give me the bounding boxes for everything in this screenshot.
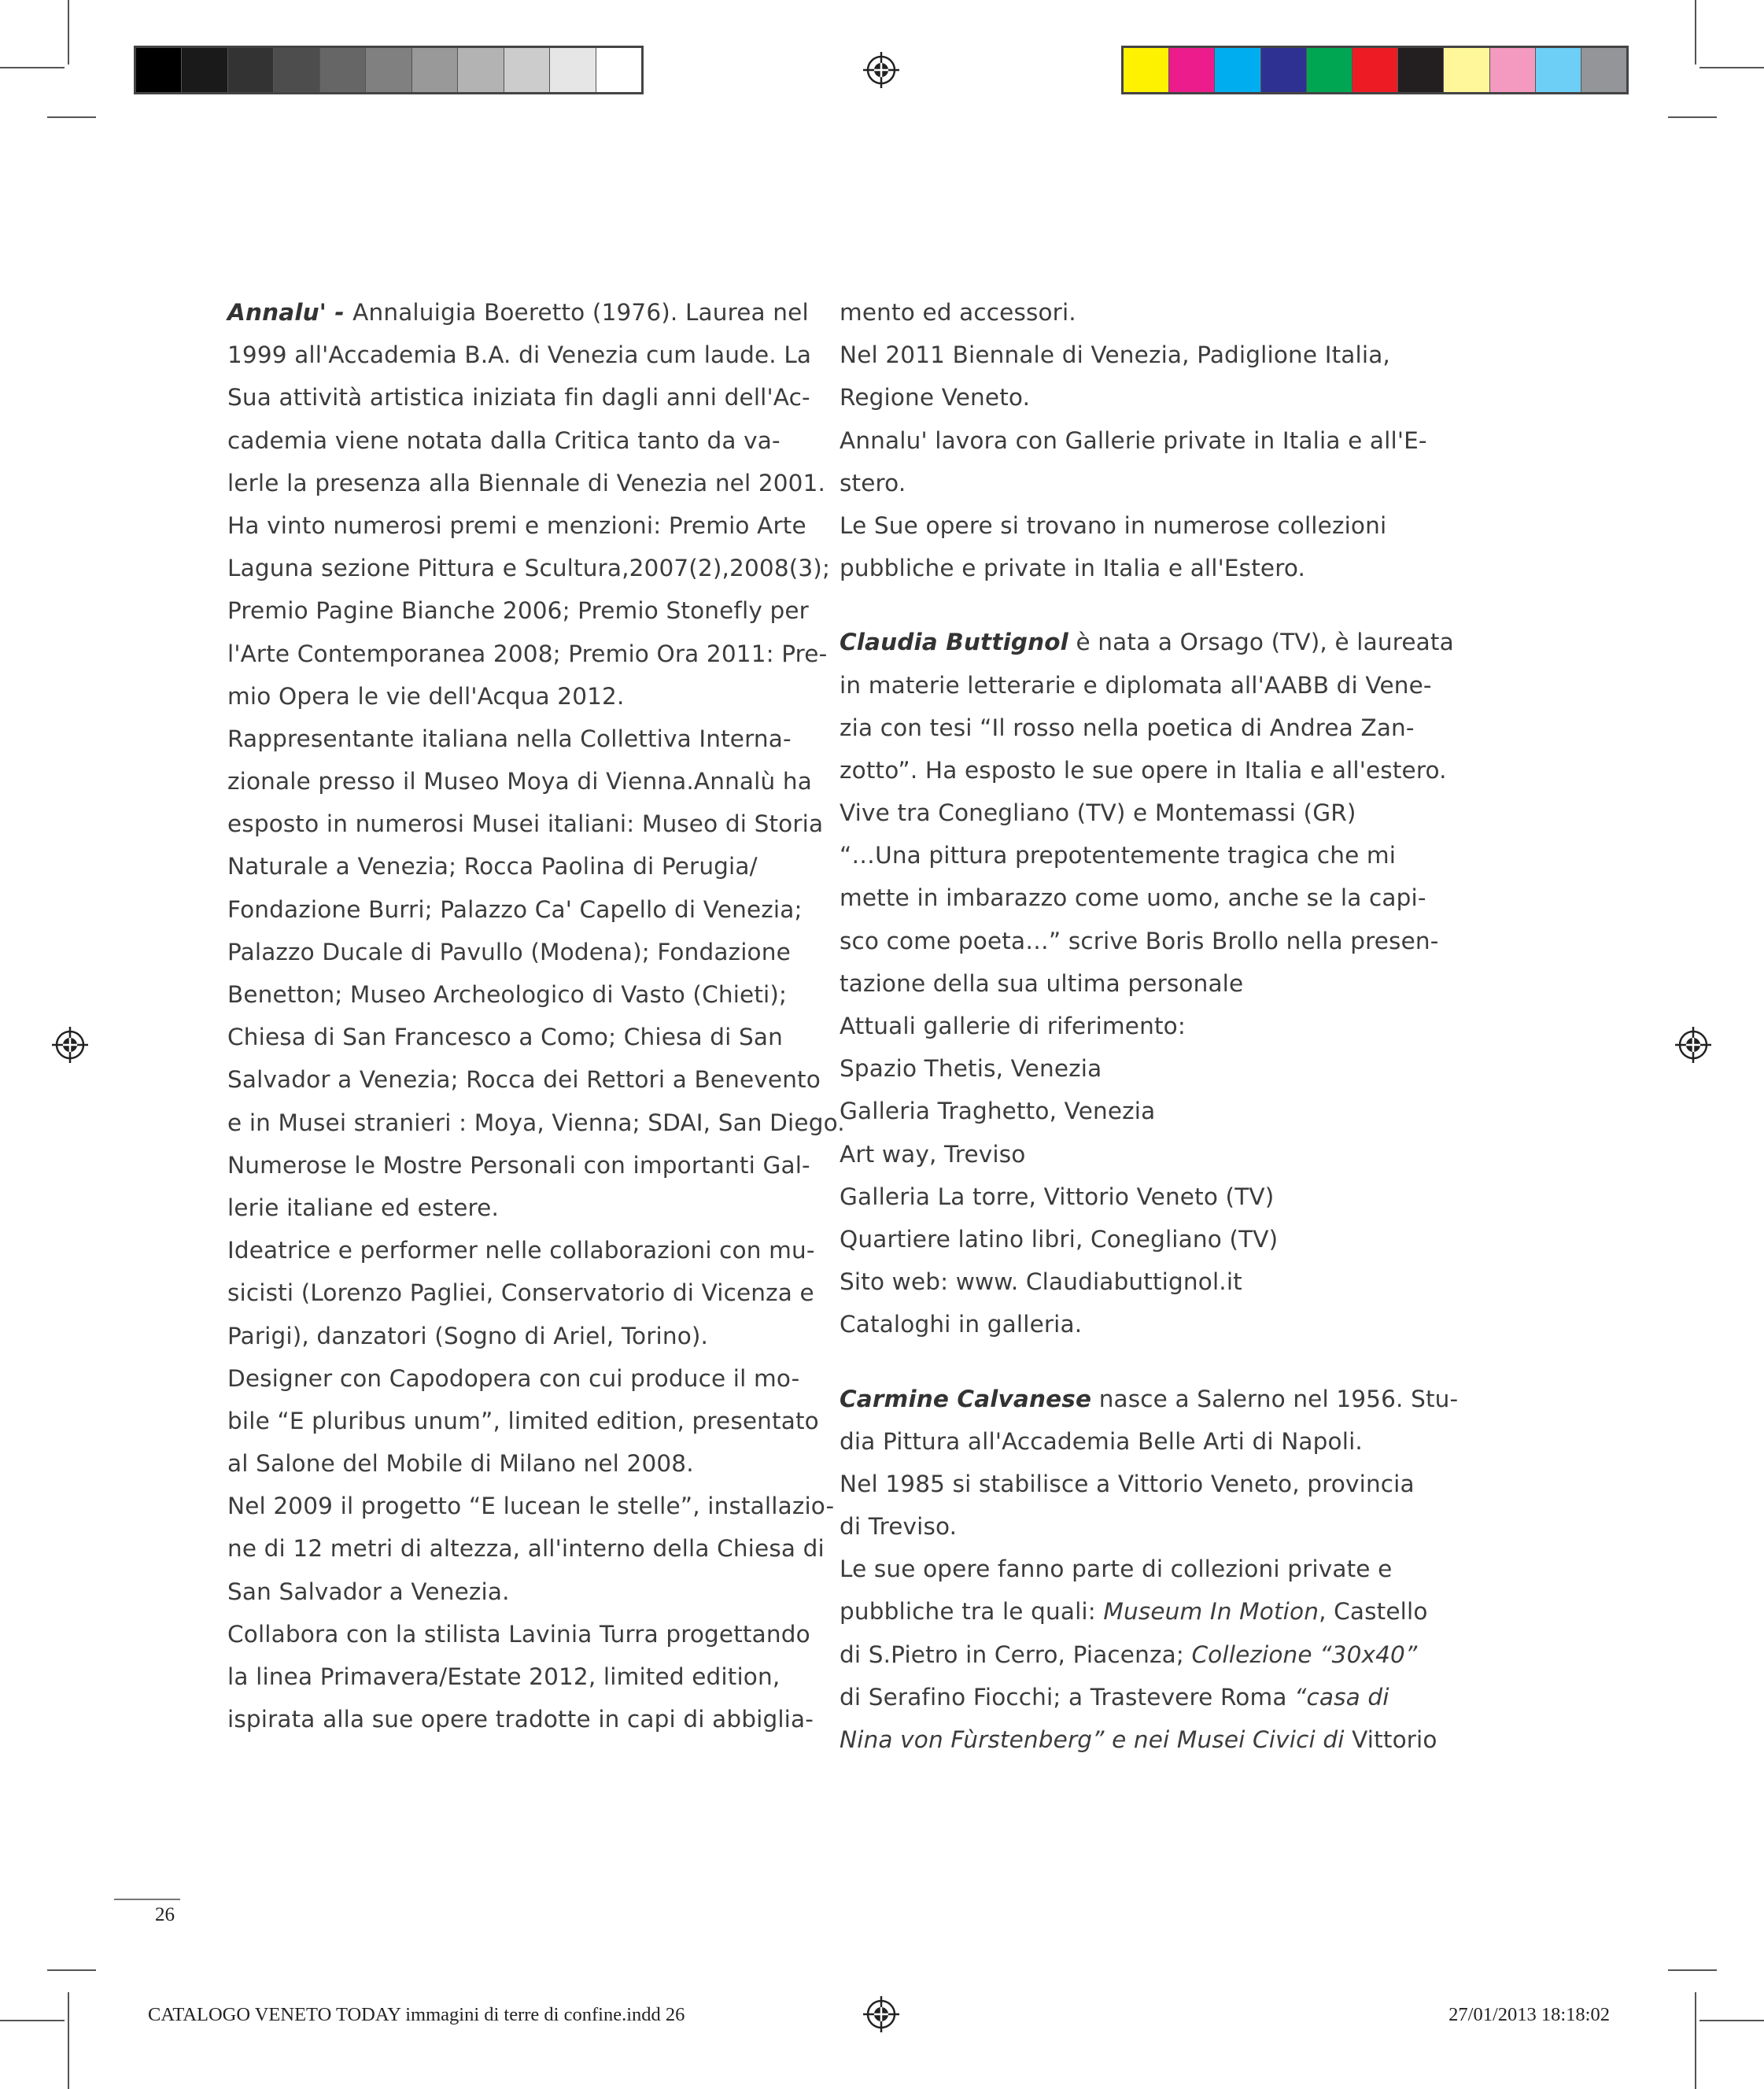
process-color-swatch xyxy=(1535,48,1581,92)
crop-mark xyxy=(0,2020,65,2021)
artist-name: Carmine Calvanese xyxy=(840,1385,1092,1412)
text-run: , Castello xyxy=(1319,1598,1428,1626)
artist-name: Annalu' - xyxy=(227,299,353,326)
text-line xyxy=(840,707,1414,749)
text-line xyxy=(227,376,810,419)
text-run: in materie letterarie e diplomata all'AABB di Vene- xyxy=(840,671,1432,699)
text-line xyxy=(227,547,831,589)
text-run: la linea Primavera/Estate 2012, limited edition, xyxy=(227,1663,781,1690)
text-run: di Treviso. xyxy=(840,1513,958,1541)
text-run: pubbliche tra le quali: xyxy=(840,1598,1104,1626)
text-run: al Salone del Mobile di Milano nel 2008. xyxy=(227,1450,694,1478)
text-line xyxy=(840,1133,1414,1176)
crop-mark xyxy=(1695,1992,1696,2089)
text-run: Naturale a Venezia; Rocca Paolina di Perugia/ xyxy=(227,853,758,880)
text-line xyxy=(840,1590,1428,1633)
process-color-swatch xyxy=(1443,48,1489,92)
crop-mark xyxy=(68,1992,69,2089)
text-run: cademia viene notata dalla Critica tanto da va- xyxy=(227,426,781,454)
text-line xyxy=(840,1548,1414,1590)
text-line xyxy=(227,1527,825,1570)
crop-mark xyxy=(0,67,65,68)
text-run: è nata a Orsago (TV), è laureata xyxy=(1068,629,1454,656)
crop-mark xyxy=(1699,67,1764,68)
text-line xyxy=(227,419,794,462)
text-run: Regione Veneto. xyxy=(840,384,1031,412)
text-run: Nel 2011 Biennale di Venezia, Padiglione Italia, xyxy=(840,341,1390,369)
text-run: Benetton; Museo Archeologico di Vasto (Chieti); xyxy=(227,981,788,1008)
text-run: zotto”. Ha esposto le sue opere in Italia e all'estero. xyxy=(840,756,1447,784)
process-color-swatch xyxy=(1260,48,1306,92)
text-run: “…Una pittura prepotentemente tragica che mi xyxy=(840,842,1397,869)
text-run: Laguna sezione Pittura e Scultura,2007(2),2008(3); xyxy=(227,555,831,582)
text-run: Vive tra Conegliano (TV) e Montemassi (GR) xyxy=(840,799,1356,827)
grayscale-swatch xyxy=(549,48,595,92)
text-line xyxy=(227,803,824,845)
text-line xyxy=(840,291,1414,334)
text-line xyxy=(227,1102,845,1144)
crop-mark xyxy=(1695,0,1696,65)
italic-text: Nina von Fùrstenberg” e nei Musei Civici di xyxy=(840,1726,1345,1753)
text-line xyxy=(840,504,1414,547)
process-color-swatch xyxy=(1397,48,1443,92)
text-line xyxy=(227,462,826,504)
grayscale-swatch xyxy=(457,48,503,92)
text-run: nasce a Salerno nel 1956. Stu- xyxy=(1091,1385,1459,1412)
text-run: Salvador a Venezia; Rocca dei Rettori a Benevento xyxy=(227,1066,821,1094)
text-run: 1999 all'Accademia B.A. di Venezia cum laude. La xyxy=(227,341,812,369)
text-run: Ideatrice e performer nelle collaborazioni con mu- xyxy=(227,1237,815,1264)
text-line xyxy=(840,962,1414,1005)
italic-text: Museum In Motion xyxy=(1103,1598,1319,1626)
crop-mark xyxy=(1668,116,1717,118)
text-run: Parigi), danzatori (Sogno di Ariel, Torino). xyxy=(227,1322,709,1349)
text-line xyxy=(227,888,803,931)
grayscale-swatch xyxy=(136,48,181,92)
text-run: Galleria La torre, Vittorio Veneto (TV) xyxy=(840,1183,1275,1210)
text-line xyxy=(227,1357,800,1400)
text-line xyxy=(840,1463,1414,1505)
text-run: di S.Pietro in Cerro, Piacenza; xyxy=(840,1641,1192,1668)
text-column-left xyxy=(227,291,845,1740)
text-line xyxy=(840,334,1414,376)
text-run: Spazio Thetis, Venezia xyxy=(840,1055,1102,1083)
text-run: esposto in numerosi Musei italiani: Museo di Storia xyxy=(227,810,824,838)
text-run: Sito web: www. Claudiabuttignol.it xyxy=(840,1268,1242,1296)
text-line xyxy=(227,973,794,1016)
text-run: Sua attività artistica iniziata fin dagli anni dell'Ac- xyxy=(227,384,810,412)
text-line xyxy=(227,633,828,675)
text-run: Cataloghi in galleria. xyxy=(840,1311,1083,1338)
paragraph-gap xyxy=(840,1346,1414,1378)
text-line xyxy=(840,462,1414,504)
text-run: Le sue opere fanno parte di collezioni private e xyxy=(840,1556,1393,1583)
process-color-swatch xyxy=(1168,48,1214,92)
text-run: mette in imbarazzo come uomo, anche se la capi- xyxy=(840,884,1426,912)
text-line xyxy=(227,1315,794,1357)
folio-rule xyxy=(114,1899,180,1900)
text-line xyxy=(840,1420,1414,1463)
text-run: Rappresentante italiana nella Collettiva Interna- xyxy=(227,725,792,752)
text-line xyxy=(227,1187,794,1229)
text-line xyxy=(840,1176,1414,1218)
process-color-swatch xyxy=(1352,48,1397,92)
text-line xyxy=(227,675,794,718)
process-color-swatch xyxy=(1306,48,1352,92)
grayscale-swatch xyxy=(181,48,227,92)
registration-mark-icon xyxy=(50,1025,90,1065)
text-line xyxy=(840,664,1432,707)
text-line xyxy=(227,334,812,376)
registration-mark-icon xyxy=(862,1995,901,2034)
text-run: di Serafino Fiocchi; a Trastevere Roma xyxy=(840,1683,1295,1711)
text-line xyxy=(840,1676,1414,1718)
text-run: Nel 1985 si stabilisce a Vittorio Veneto, provincia xyxy=(840,1470,1415,1497)
text-line xyxy=(840,547,1414,589)
crop-mark xyxy=(47,1969,96,1971)
text-line xyxy=(227,1144,810,1187)
page-number: 26 xyxy=(155,1904,175,1925)
text-line xyxy=(227,291,809,334)
text-line xyxy=(227,1016,794,1058)
text-run: Palazzo Ducale di Pavullo (Modena); Fondazione xyxy=(227,938,791,965)
process-color-swatch xyxy=(1124,48,1168,92)
text-run: Quartiere latino libri, Conegliano (TV) xyxy=(840,1225,1279,1253)
text-line xyxy=(840,419,1427,462)
text-line xyxy=(227,1058,821,1101)
text-line xyxy=(227,1400,819,1442)
grayscale-swatch xyxy=(596,48,641,92)
grayscale-bar xyxy=(134,46,644,94)
text-run: lerle la presenza alla Biennale di Venezia nel 2001. xyxy=(227,469,826,496)
crop-mark xyxy=(1668,1969,1717,1971)
text-run: Nel 2009 il progetto “E lucean le stelle”, installazio- xyxy=(227,1493,835,1520)
text-line xyxy=(840,1218,1414,1260)
paragraph-gap xyxy=(840,589,1414,621)
text-line xyxy=(840,1718,1437,1761)
registration-mark-icon xyxy=(1674,1025,1713,1065)
crop-mark xyxy=(1699,2020,1764,2021)
text-run: ne di 12 metri di altezza, all'interno della Chiesa di xyxy=(227,1535,825,1563)
grayscale-swatch xyxy=(319,48,365,92)
text-run: Collabora con la stilista Lavinia Turra progettando xyxy=(227,1620,810,1648)
text-run: zionale presso il Museo Moya di Vienna.Annalù ha xyxy=(227,768,812,795)
text-line xyxy=(227,845,794,888)
text-run: tazione della sua ultima personale xyxy=(840,969,1244,997)
text-run: Galleria Traghetto, Venezia xyxy=(840,1098,1156,1125)
process-color-swatch xyxy=(1489,48,1535,92)
text-line xyxy=(227,931,794,973)
text-line xyxy=(840,1047,1414,1090)
text-run: Vittorio xyxy=(1344,1726,1437,1753)
text-run: l'Arte Contemporanea 2008; Premio Ora 2011: Pre- xyxy=(227,640,828,667)
text-run: Designer con Capodopera con cui produce il mo- xyxy=(227,1364,800,1392)
text-line xyxy=(227,1229,815,1271)
text-run: Numerose le Mostre Personali con importanti Gal- xyxy=(227,1151,810,1179)
text-run: dia Pittura all'Accademia Belle Arti di Napoli. xyxy=(840,1427,1363,1455)
crop-mark xyxy=(47,116,96,118)
grayscale-swatch xyxy=(365,48,411,92)
text-run: zia con tesi “Il rosso nella poetica di Andrea Zan- xyxy=(840,714,1415,741)
text-line xyxy=(227,1655,794,1698)
text-run: Art way, Treviso xyxy=(840,1140,1026,1168)
text-line xyxy=(840,792,1414,834)
text-run: Fondazione Burri; Palazzo Ca' Capello di Venezia; xyxy=(227,895,803,923)
process-color-swatch xyxy=(1214,48,1260,92)
text-run: Le Sue opere si trovano in numerose collezioni xyxy=(840,511,1387,539)
text-column-right xyxy=(840,291,1459,1761)
text-line xyxy=(227,589,809,632)
text-run: Annaluigia Boeretto (1976). Laurea nel xyxy=(352,299,809,326)
italic-text: Collezione “30x40” xyxy=(1191,1641,1418,1668)
text-run: sco come poeta…” scrive Boris Brollo nella presen- xyxy=(840,927,1439,954)
artist-name: Claudia Buttignol xyxy=(840,629,1068,656)
text-line xyxy=(840,1090,1414,1132)
text-line xyxy=(227,504,806,547)
text-run: Annalu' lavora con Gallerie private in Italia e all'E- xyxy=(840,426,1427,454)
text-line xyxy=(840,1633,1418,1676)
text-line xyxy=(227,1698,814,1740)
text-run: mento ed accessori. xyxy=(840,299,1076,326)
process-color-bar xyxy=(1121,46,1629,94)
process-color-swatch xyxy=(1581,48,1626,92)
grayscale-swatch xyxy=(227,48,273,92)
text-line xyxy=(227,718,794,760)
text-line xyxy=(840,834,1414,877)
text-run: sicisti (Lorenzo Pagliei, Conservatorio di Vicenza e xyxy=(227,1279,814,1307)
text-line xyxy=(227,1613,810,1655)
text-line xyxy=(840,1260,1414,1303)
text-run: stero. xyxy=(840,469,906,496)
text-run: Premio Pagine Bianche 2006; Premio Stonefly per xyxy=(227,597,809,625)
text-line xyxy=(840,920,1439,962)
grayscale-swatch xyxy=(411,48,457,92)
text-run: bile “E pluribus unum”, limited edition, presentato xyxy=(227,1407,819,1434)
text-run: Chiesa di San Francesco a Como; Chiesa di San xyxy=(227,1024,783,1051)
text-line xyxy=(840,1378,1459,1420)
text-line xyxy=(840,877,1426,919)
text-run: Ha vinto numerosi premi e menzioni: Premio Arte xyxy=(227,511,806,539)
text-line xyxy=(840,376,1414,419)
text-run: mio Opera le vie dell'Acqua 2012. xyxy=(227,682,625,710)
text-line xyxy=(840,1505,1414,1548)
text-line xyxy=(227,1271,814,1314)
text-line xyxy=(227,1485,835,1527)
text-line xyxy=(227,1442,794,1485)
text-run: lerie italiane ed estere. xyxy=(227,1194,499,1221)
slug-timestamp: 27/01/2013 18:18:02 xyxy=(1448,2004,1610,2025)
crop-mark xyxy=(68,0,69,65)
italic-text: “casa di xyxy=(1294,1683,1389,1711)
text-line xyxy=(840,621,1454,663)
text-line xyxy=(840,749,1447,792)
text-line xyxy=(227,1570,794,1613)
text-line xyxy=(840,1303,1414,1345)
text-run: San Salvador a Venezia. xyxy=(227,1578,510,1605)
text-line xyxy=(227,760,812,803)
text-line xyxy=(840,1005,1414,1047)
text-run: Attuali gallerie di riferimento: xyxy=(840,1013,1186,1039)
text-run: e in Musei stranieri : Moya, Vienna; SDAI, San Diego. xyxy=(227,1109,845,1136)
text-run: ispirata alla sue opere tradotte in capi di abbiglia- xyxy=(227,1706,814,1733)
registration-mark-icon xyxy=(862,50,901,90)
grayscale-swatch xyxy=(504,48,549,92)
slug-filename: CATALOGO VENETO TODAY immagini di terre di confine.indd 26 xyxy=(148,2004,685,2025)
grayscale-swatch xyxy=(273,48,319,92)
text-run: pubbliche e private in Italia e all'Estero. xyxy=(840,555,1306,582)
